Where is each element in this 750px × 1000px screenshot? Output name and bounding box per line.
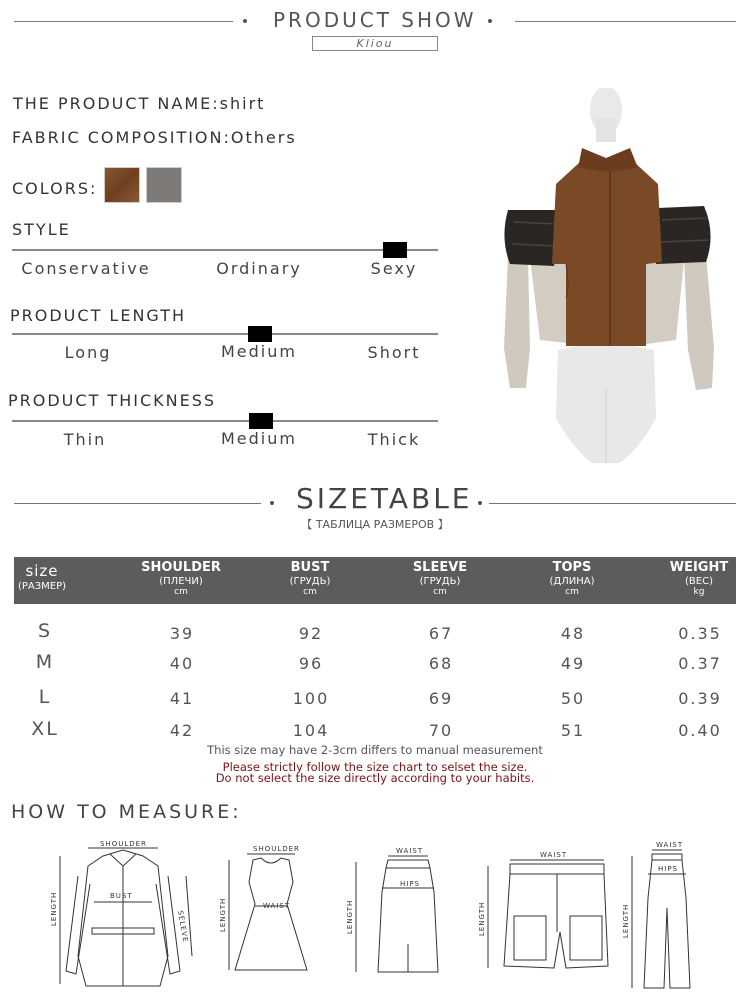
skirt-length-label: LENGTH <box>346 899 354 934</box>
length-option-short: Short <box>367 343 421 362</box>
length-scale-marker <box>248 326 272 342</box>
bust-cell: 104 <box>292 721 330 740</box>
size-note-measurement: This size may have 2-3cm differs to manual measurement <box>207 743 543 757</box>
color-swatch-grey[interactable] <box>146 167 182 203</box>
style-title: STYLE <box>12 220 71 239</box>
shorts-length-label: LENGTH <box>478 901 486 936</box>
trousers-hips-label: HIPS <box>658 865 678 873</box>
shoulder-cell: 39 <box>169 624 195 643</box>
size-cell: L <box>38 686 52 708</box>
fabric-line <box>12 128 297 147</box>
weight-cell: 0.35 <box>678 624 722 643</box>
shorts-waist-label: WAIST <box>540 851 568 859</box>
how-to-measure-title: HOW TO MEASURE: <box>11 801 242 823</box>
sleeve-cell: 68 <box>428 654 454 673</box>
tops-cell: 50 <box>560 689 586 708</box>
sizetable-subtitle: 【 ТАБЛИЦА РАЗМЕРОВ 】 <box>301 518 449 531</box>
skirt-hips-label: HIPS <box>400 880 420 888</box>
sizetable-dot-left <box>270 501 274 505</box>
shoulder-cell: 41 <box>169 689 195 708</box>
shoulder-cell: 40 <box>169 654 195 673</box>
product-name-line <box>13 94 265 113</box>
col-shoulder <box>121 560 241 597</box>
thickness-title: PRODUCT THICKNESS <box>8 391 216 410</box>
weight-cell: 0.39 <box>678 689 722 708</box>
sizetable-rule-right <box>489 503 736 504</box>
skirt-waist-label: WAIST <box>396 847 424 855</box>
length-title: PRODUCT LENGTH <box>10 306 187 325</box>
length-option-long: Long <box>64 343 112 362</box>
product-name-value: shirt <box>219 94 266 113</box>
shoulder-cell: 42 <box>169 721 195 740</box>
tops-cell: 51 <box>560 721 586 740</box>
col-tops-unit: cm <box>565 587 579 597</box>
header-rule-right <box>515 21 736 22</box>
col-shoulder-name: SHOULDER <box>141 560 221 575</box>
col-tops-sub: (ДЛИНА) <box>549 576 595 587</box>
col-weight-unit: kg <box>693 587 705 597</box>
col-size-sub: (РАЗМЕР) <box>17 581 67 592</box>
col-sleeve <box>380 560 500 597</box>
color-swatch-brown[interactable] <box>104 167 140 203</box>
style-option-ordinary: Ordinary <box>216 259 302 278</box>
product-photo <box>470 88 740 466</box>
style-scale-line <box>12 249 438 251</box>
col-shoulder-unit: cm <box>174 587 188 597</box>
bust-cell: 92 <box>298 624 324 643</box>
brand-box <box>312 36 438 51</box>
weight-cell: 0.40 <box>678 721 722 740</box>
sizetable-dot-right <box>478 501 482 505</box>
jacket-bust-label: BUST <box>110 892 133 900</box>
length-scale-line <box>12 333 438 335</box>
size-table-header <box>14 557 736 604</box>
size-note-habits: Do not select the size directly according to your habits. <box>215 771 535 785</box>
product-name-label: THE PRODUCT NAME: <box>13 94 220 113</box>
col-sleeve-sub: (ГРУДЬ) <box>419 576 461 587</box>
col-size <box>0 562 102 592</box>
col-sleeve-unit: cm <box>433 587 447 597</box>
thickness-option-thin: Thin <box>63 430 107 449</box>
thickness-option-medium: Medium <box>221 429 297 448</box>
jacket-length-label: LENGTH <box>50 891 58 926</box>
colors-label: COLORS: <box>12 179 98 198</box>
col-size-name: size <box>25 562 59 580</box>
size-cell: S <box>37 620 53 642</box>
size-cell: XL <box>31 718 59 740</box>
size-cell: M <box>35 651 55 673</box>
trousers-length-label: LENGTH <box>622 903 630 938</box>
style-scale-marker <box>383 242 407 258</box>
jacket-shoulder-label: SHOULDER <box>100 840 147 848</box>
sleeve-cell: 70 <box>428 721 454 740</box>
header-dot-left <box>243 19 247 23</box>
sleeve-cell: 69 <box>428 689 454 708</box>
col-sleeve-name: SLEEVE <box>412 560 468 575</box>
measure-dress-diagram <box>215 842 315 984</box>
thickness-scale-line <box>12 420 438 422</box>
col-weight <box>639 560 750 597</box>
measure-skirt-diagram <box>342 844 442 986</box>
sleeve-cell: 67 <box>428 624 454 643</box>
col-weight-name: WEIGHT <box>669 560 729 575</box>
col-bust-name: BUST <box>290 560 330 575</box>
col-bust-unit: cm <box>303 587 317 597</box>
dress-length-label: LENGTH <box>219 897 227 932</box>
sizetable-rule-left <box>14 503 261 504</box>
size-note-follow: Please strictly follow the size chart to selset the size. <box>222 760 528 774</box>
col-bust-sub: (ГРУДЬ) <box>289 576 331 587</box>
fabric-label: FABRIC COMPOSITION: <box>12 128 231 147</box>
bust-cell: 96 <box>298 654 324 673</box>
header-rule-left <box>14 21 233 22</box>
sizetable-title: SIZETABLE <box>296 482 473 515</box>
tops-cell: 49 <box>560 654 586 673</box>
style-option-conservative: Conservative <box>21 259 151 278</box>
measure-jacket-diagram <box>48 836 198 992</box>
header-dot-right <box>488 19 492 23</box>
measure-trousers-diagram <box>620 838 712 994</box>
tops-cell: 48 <box>560 624 586 643</box>
style-option-sexy: Sexy <box>370 259 418 278</box>
col-bust <box>250 560 370 597</box>
fabric-value: Others <box>230 128 297 147</box>
col-tops-name: TOPS <box>552 560 592 575</box>
col-weight-sub: (ВЕС) <box>685 576 713 587</box>
brand-name: Kliou <box>356 37 394 50</box>
length-option-medium: Medium <box>221 342 297 361</box>
trousers-waist-label: WAIST <box>656 841 684 849</box>
col-shoulder-sub: (ПЛЕЧИ) <box>159 576 203 587</box>
col-tops <box>512 560 632 597</box>
bust-cell: 100 <box>292 689 330 708</box>
thickness-option-thick: Thick <box>367 430 421 449</box>
dress-shoulder-label: SHOULDER <box>253 845 300 853</box>
thickness-scale-marker <box>249 413 273 429</box>
measure-shorts-diagram <box>474 846 614 976</box>
weight-cell: 0.37 <box>678 654 722 673</box>
page-title: PRODUCT SHOW <box>273 8 477 32</box>
dress-waist-label: WAIST <box>263 902 291 910</box>
jacket-sleeve-label: SELEVE <box>176 909 190 944</box>
